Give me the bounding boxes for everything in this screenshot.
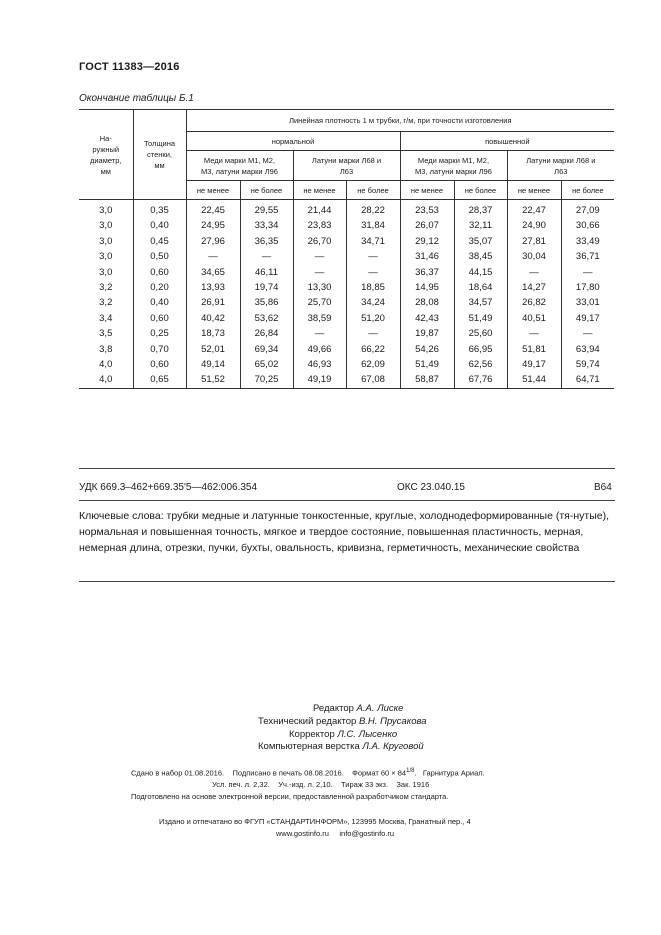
imprint-circulation: Тираж 33 экз. — [341, 780, 389, 789]
table-row — [79, 234, 614, 249]
table-cell: 23,53 — [400, 200, 454, 219]
header-material-brass-normal: Латуни марки Л68 и Л63 — [293, 151, 400, 181]
table-cell: 49,14 — [186, 357, 240, 372]
document-code: ГОСТ 11383—2016 — [79, 61, 180, 73]
table-cell: 0,40 — [133, 295, 186, 310]
footer-rule-top — [79, 468, 615, 469]
table-cell: 34,57 — [454, 295, 507, 310]
table-cell: 0,60 — [133, 265, 186, 280]
table-cell: 22,47 — [507, 200, 561, 219]
table-cell: 0,65 — [133, 372, 186, 388]
table-cell: 34,71 — [346, 234, 400, 249]
header-min: не менее — [293, 181, 346, 200]
table-cell: 28,37 — [454, 200, 507, 219]
table-cell: 3,0 — [79, 249, 133, 264]
table-cell: 3,2 — [79, 280, 133, 295]
table-cell: 38,59 — [293, 311, 346, 326]
table-cell: 31,46 — [400, 249, 454, 264]
header-max: не более — [561, 181, 614, 200]
table-cell: 19,74 — [240, 280, 293, 295]
table-cell: 49,17 — [507, 357, 561, 372]
table-cell: 49,19 — [293, 372, 346, 388]
table-cell: 4,0 — [79, 372, 133, 388]
table-cell: 18,64 — [454, 280, 507, 295]
credit-editor — [313, 703, 403, 714]
table-cell: 25,60 — [454, 326, 507, 341]
table-cell: — — [507, 265, 561, 280]
table-cell: 67,08 — [346, 372, 400, 388]
table-cell: 3,8 — [79, 342, 133, 357]
table-row — [79, 342, 614, 357]
table-row — [79, 218, 614, 233]
table-cell: 0,70 — [133, 342, 186, 357]
table-cell: 42,43 — [400, 311, 454, 326]
table-row — [79, 326, 614, 341]
table-row — [79, 357, 614, 372]
table-row — [79, 280, 614, 295]
footer-rule-bottom — [79, 581, 615, 582]
table-cell: 26,82 — [507, 295, 561, 310]
table-cell: 3,0 — [79, 234, 133, 249]
table-cell: 33,01 — [561, 295, 614, 310]
table-cell: 51,44 — [507, 372, 561, 388]
table-cell: 51,52 — [186, 372, 240, 388]
table-cell: 51,20 — [346, 311, 400, 326]
table-cell: 24,95 — [186, 218, 240, 233]
imprint-line-4: Издано и отпечатано во ФГУП «СТАНДАРТИНФОРМ», 123995 Москва, Гранатный пер., 4 — [159, 817, 471, 826]
table-cell: — — [240, 249, 293, 264]
table-cell: — — [293, 326, 346, 341]
table-cell: — — [346, 249, 400, 264]
table-cell: 28,22 — [346, 200, 400, 219]
table-cell: 30,66 — [561, 218, 614, 233]
credit-tech-editor — [258, 716, 427, 727]
table-cell: 51,49 — [400, 357, 454, 372]
table-cell: 34,65 — [186, 265, 240, 280]
table-cell: 23,83 — [293, 218, 346, 233]
header-max: не более — [454, 181, 507, 200]
table-cell: 14,27 — [507, 280, 561, 295]
table-cell: 18,85 — [346, 280, 400, 295]
table-cell: 3,0 — [79, 200, 133, 219]
udc-code: УДК 669.3–462+669.35'5—462:006.354 — [79, 482, 258, 493]
table-cell: 26,70 — [293, 234, 346, 249]
table-cell: — — [561, 265, 614, 280]
table-cell: — — [293, 265, 346, 280]
table-cell: 13,93 — [186, 280, 240, 295]
footer-rule-middle — [79, 500, 615, 501]
table-cell: 62,56 — [454, 357, 507, 372]
table-cell: 32,11 — [454, 218, 507, 233]
table-cell: 3,0 — [79, 265, 133, 280]
table-cell: 0,40 — [133, 218, 186, 233]
table-cell: 49,17 — [561, 311, 614, 326]
imprint-line-5 — [276, 829, 394, 838]
table-cell: 25,70 — [293, 295, 346, 310]
imprint-line-1 — [131, 768, 485, 778]
table-cell: 67,76 — [454, 372, 507, 388]
table-row — [79, 311, 614, 326]
table-cell: 3,0 — [79, 218, 133, 233]
table-cell: 70,25 — [240, 372, 293, 388]
table-cell: 26,07 — [400, 218, 454, 233]
table-cell: 66,95 — [454, 342, 507, 357]
table-cell: 36,35 — [240, 234, 293, 249]
table-cell: 64,71 — [561, 372, 614, 388]
table-cell: 18,73 — [186, 326, 240, 341]
table-cell: 0,45 — [133, 234, 186, 249]
table-cell: 63,94 — [561, 342, 614, 357]
table-cell: 62,09 — [346, 357, 400, 372]
table-cell: 28,08 — [400, 295, 454, 310]
imprint-format-fraction: 1/8 — [406, 768, 415, 774]
table-cell: 13,30 — [293, 280, 346, 295]
table-cell: 33,34 — [240, 218, 293, 233]
table-cell: 46,93 — [293, 357, 346, 372]
table-cell: — — [346, 326, 400, 341]
table-cell: — — [346, 265, 400, 280]
keywords: Ключевые слова: трубки медные и латунные тонкостенные, круглые, холоднодеформированные (тя-нутые), нормальная и повышенная точность, мягкое и твердое состояние, повышенная пластичность, мерная, немерная длина, отрезки, пучки, бухты, овальность, кривизна, герметичность, механические свойства — [79, 510, 610, 554]
table-cell: 49,66 — [293, 342, 346, 357]
table-cell: 40,42 — [186, 311, 240, 326]
imprint-format: Формат 60 × 84 — [352, 768, 407, 778]
table-cell: 52,01 — [186, 342, 240, 357]
imprint-edit-sheets: Уч.-изд. л. 2,10. — [278, 780, 333, 789]
table-cell: 14,95 — [400, 280, 454, 295]
header-material-copper-normal: Меди марки М1, М2, М3, латуни марки Л96 — [186, 151, 293, 181]
header-material-brass-high: Латуни марки Л68 и Л63 — [507, 151, 614, 181]
imprint-signed: Подписано в печать 08.08.2016. — [232, 768, 344, 778]
table-cell: 26,91 — [186, 295, 240, 310]
table-cell: 51,49 — [454, 311, 507, 326]
credit-corrector-name: Л.С. Лысенко — [337, 729, 398, 740]
table-cell: 0,25 — [133, 326, 186, 341]
header-max: не более — [240, 181, 293, 200]
table-cell: 19,87 — [400, 326, 454, 341]
imprint-typeface: Гарнитура Ариал. — [422, 768, 485, 778]
table-cell: 27,09 — [561, 200, 614, 219]
header-accuracy-normal: нормальной — [186, 132, 400, 151]
credit-corrector-label: Корректор — [289, 729, 335, 740]
table-cell: 27,81 — [507, 234, 561, 249]
table-cell: 17,80 — [561, 280, 614, 295]
table-cell: 0,50 — [133, 249, 186, 264]
header-min: не менее — [400, 181, 454, 200]
table-row — [79, 265, 614, 280]
table-cell: 44,15 — [454, 265, 507, 280]
table-cell: 29,12 — [400, 234, 454, 249]
table-cell: 3,4 — [79, 311, 133, 326]
table-row — [79, 249, 614, 264]
credit-corrector — [289, 729, 397, 740]
credit-layout-name: Л.А. Круговой — [362, 741, 424, 752]
table-cell: 35,07 — [454, 234, 507, 249]
header-min: не менее — [186, 181, 240, 200]
imprint-line-2 — [212, 780, 429, 789]
table-body — [79, 200, 614, 389]
header-accuracy-high: повышенной — [400, 132, 614, 151]
table-row — [79, 200, 614, 219]
table-cell: 40,51 — [507, 311, 561, 326]
credit-layout-label: Компьютерная верстка — [258, 741, 360, 752]
table-cell: 53,62 — [240, 311, 293, 326]
credit-layout — [258, 741, 424, 752]
table-caption: Окончание таблицы Б.1 — [79, 93, 194, 104]
table-cell: 27,96 — [186, 234, 240, 249]
table-cell: 3,5 — [79, 326, 133, 341]
table-cell: 0,60 — [133, 357, 186, 372]
table-cell: 36,37 — [400, 265, 454, 280]
header-min: не менее — [507, 181, 561, 200]
header-max: не более — [346, 181, 400, 200]
credit-editor-label: Редактор — [313, 703, 354, 714]
table-cell: 51,81 — [507, 342, 561, 357]
table-cell: — — [507, 326, 561, 341]
table-cell: — — [561, 326, 614, 341]
header-density: Линейная плотность 1 м трубки, г/м, при точности изготовления — [186, 110, 614, 132]
oks-code: ОКС 23.040.15 — [397, 482, 465, 493]
imprint-format-end: . — [414, 768, 417, 778]
table-row — [79, 295, 614, 310]
imprint-sent: Сдано в набор 01.08.2016. — [131, 768, 225, 778]
table-cell: 29,55 — [240, 200, 293, 219]
table-cell: — — [186, 249, 240, 264]
table-cell: 3,2 — [79, 295, 133, 310]
table-cell: 33,49 — [561, 234, 614, 249]
website-link[interactable]: www.gostinfo.ru — [276, 829, 329, 838]
table-cell: 69,34 — [240, 342, 293, 357]
table-cell: 58,87 — [400, 372, 454, 388]
header-diameter: На- ружный диаметр, мм — [79, 110, 133, 200]
table-cell: 46,11 — [240, 265, 293, 280]
credit-editor-name: А.А. Лиске — [356, 703, 404, 714]
table-cell: 22,45 — [186, 200, 240, 219]
imprint-line-3: Подготовлено на основе электронной версии, предоставленной разработчиком стандарта. — [131, 792, 449, 801]
table-cell: 36,71 — [561, 249, 614, 264]
table-cell: 21,44 — [293, 200, 346, 219]
table-cell: 38,45 — [454, 249, 507, 264]
table-cell: 35,86 — [240, 295, 293, 310]
table-cell: 26,84 — [240, 326, 293, 341]
table-cell: 66,22 — [346, 342, 400, 357]
header-thickness: Толщина стенки, мм — [133, 110, 186, 200]
imprint-order: Зак. 1916 — [396, 780, 430, 789]
imprint-print-sheets: Усл. печ. л. 2,32. — [212, 780, 270, 789]
classification-code: В64 — [594, 482, 612, 493]
header-material-copper-high: Меди марки М1, М2, М3, латуни марки Л96 — [400, 151, 507, 181]
table-cell: 30,04 — [507, 249, 561, 264]
table-cell: — — [293, 249, 346, 264]
table-cell: 24,90 — [507, 218, 561, 233]
table-cell: 31,84 — [346, 218, 400, 233]
table-cell: 65,02 — [240, 357, 293, 372]
email-link[interactable]: info@gostinfo.ru — [339, 829, 395, 838]
table-cell: 0,35 — [133, 200, 186, 219]
table-row — [79, 372, 614, 388]
table-cell: 59,74 — [561, 357, 614, 372]
credit-tech-editor-name: В.Н. Прусакова — [358, 716, 427, 727]
density-table — [79, 109, 614, 389]
table-cell: 54,26 — [400, 342, 454, 357]
credit-tech-editor-label: Технический редактор — [258, 716, 357, 727]
table-cell: 34,24 — [346, 295, 400, 310]
table-cell: 0,20 — [133, 280, 186, 295]
table-cell: 4,0 — [79, 357, 133, 372]
table-cell: 0,60 — [133, 311, 186, 326]
